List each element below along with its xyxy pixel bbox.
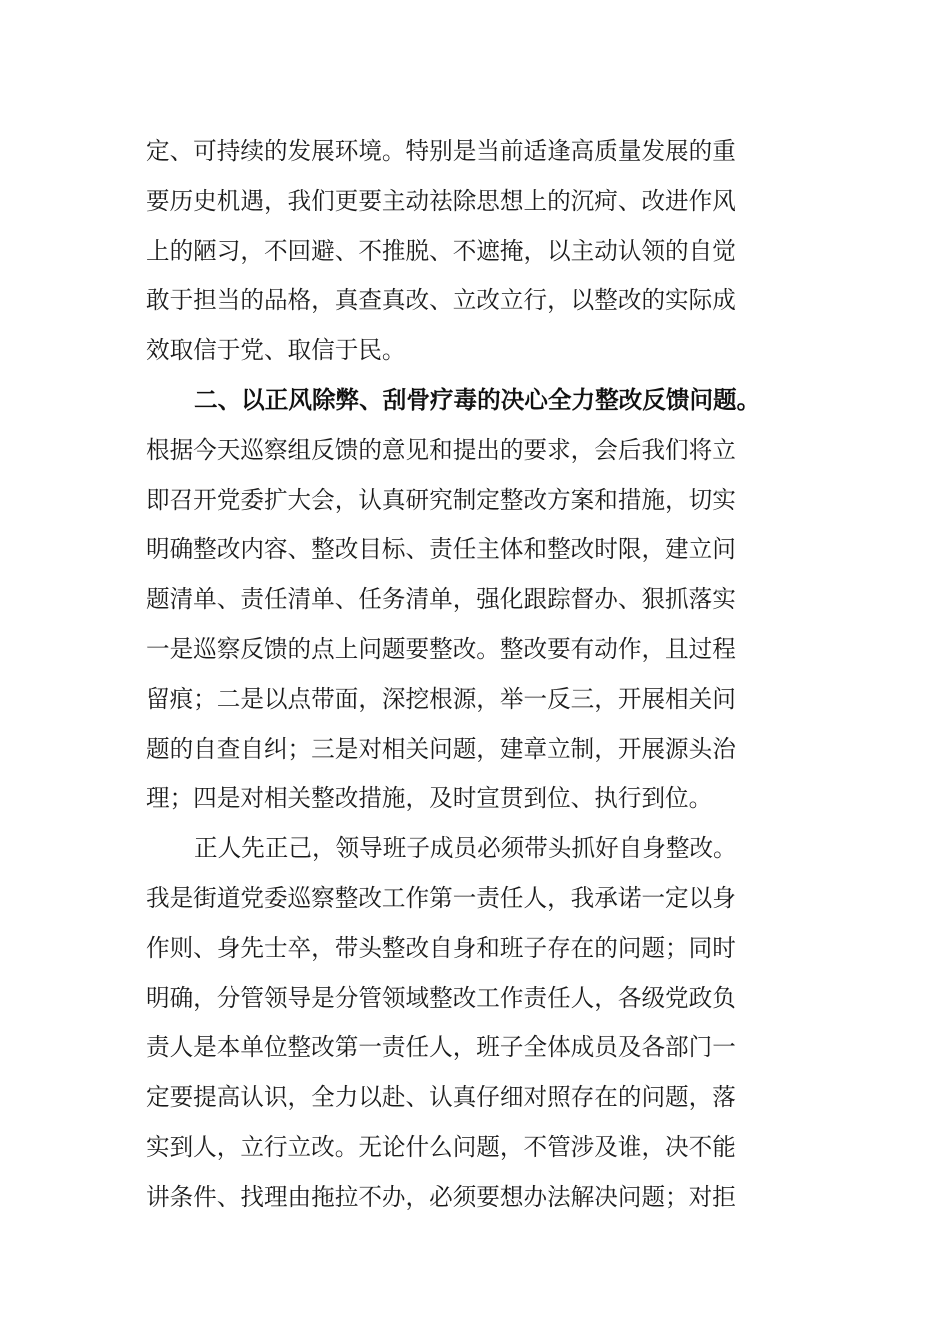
text-line: 敢于担当的品格，真查真改、立改立行，以整改的实际成 <box>146 286 736 315</box>
text-line: 定要提高认识，全力以赴、认真仔细对照存在的问题，落 <box>146 1083 736 1112</box>
text-line: 实到人，立行立改。无论什么问题，不管涉及谁，决不能 <box>146 1132 736 1161</box>
text-line: 题清单、责任清单、任务清单，强化跟踪督办、狠抓落实 <box>146 585 736 614</box>
section-heading: 二、以正风除弊、刮骨疗毒的决心全力整改反馈问题。 <box>194 385 761 414</box>
text-line: 我是街道党委巡察整改工作第一责任人，我承诺一定以身 <box>146 883 736 912</box>
text-line: 上的陋习，不回避、不推脱、不遮掩，以主动认领的自觉 <box>146 236 736 265</box>
text-line: 明确整改内容、整改目标、责任主体和整改时限，建立问 <box>146 535 736 564</box>
text-line: 效取信于党、取信于民。 <box>146 336 406 365</box>
text-line: 责人是本单位整改第一责任人，班子全体成员及各部门一 <box>146 1033 736 1062</box>
text-line: 即召开党委扩大会，认真研究制定整改方案和措施，切实 <box>146 485 736 514</box>
text-line: 一是巡察反馈的点上问题要整改。整改要有动作，且过程 <box>146 634 736 663</box>
text-line: 理；四是对相关整改措施，及时宣贯到位、执行到位。 <box>146 784 713 813</box>
paragraph-start-line: 正人先正己，领导班子成员必须带头抓好自身整改。 <box>194 834 737 863</box>
text-line: 题的自查自纠；三是对相关问题，建章立制，开展源头治 <box>146 734 736 763</box>
text-line: 明确，分管领导是分管领域整改工作责任人，各级党政负 <box>146 983 736 1012</box>
text-line: 要历史机遇，我们更要主动祛除思想上的沉疴、改进作风 <box>146 186 736 215</box>
text-line: 留痕；二是以点带面，深挖根源，举一反三，开展相关问 <box>146 684 736 713</box>
text-line: 讲条件、找理由拖拉不办，必须要想办法解决问题；对拒 <box>146 1182 736 1211</box>
body-text <box>146 127 808 1223</box>
text-line: 根据今天巡察组反馈的意见和提出的要求，会后我们将立 <box>146 435 736 464</box>
text-line: 作则、身先士卒，带头整改自身和班子存在的问题；同时 <box>146 933 736 962</box>
text-line: 定、可持续的发展环境。特别是当前适逢高质量发展的重 <box>146 137 736 165</box>
